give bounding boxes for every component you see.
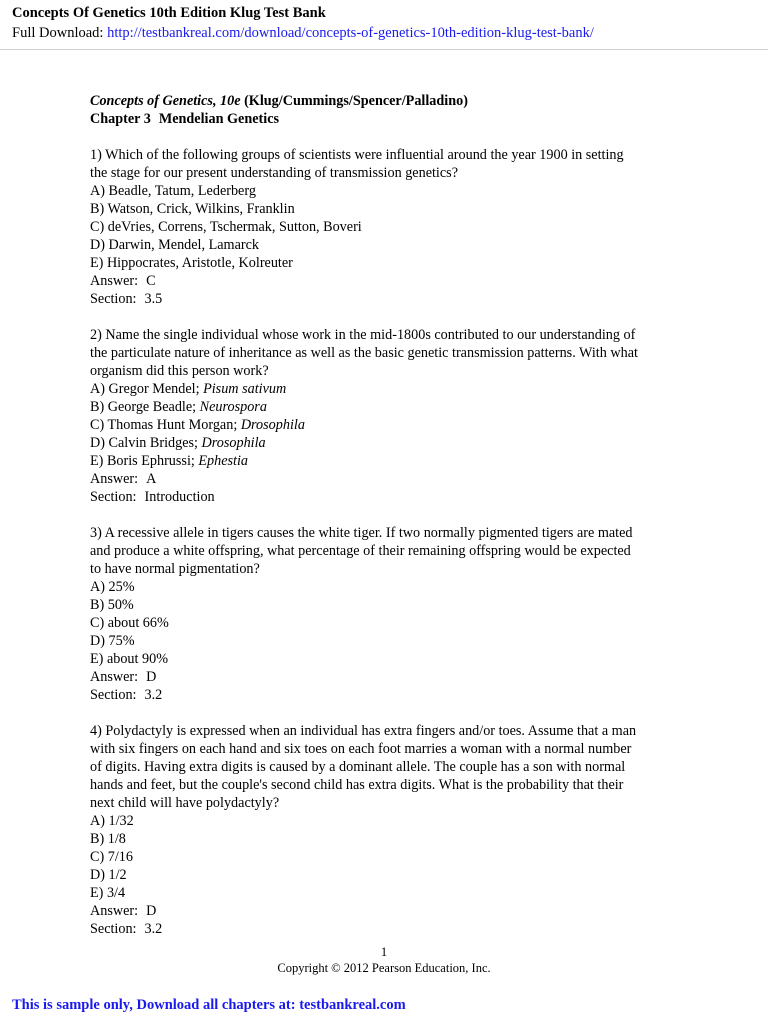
full-download-link[interactable]: http://testbankreal.com/download/concepts-of-genetics-10th-edition-klug-test-bank/ [107, 25, 594, 41]
question-block [90, 326, 690, 506]
section-label: Section: [90, 921, 137, 937]
answer-label: Answer: [90, 471, 139, 487]
answer-option-text: D) Calvin Bridges; [90, 435, 202, 451]
book-title: Concepts of Genetics, 10e [90, 93, 241, 109]
answer-option-text: E) Boris Ephrussi; [90, 453, 199, 469]
answer-value: A [146, 471, 157, 487]
answer-option [90, 434, 690, 452]
sample-download-note[interactable]: This is sample only, Download all chapters at: testbankreal.com [12, 997, 406, 1013]
question-list [90, 146, 690, 938]
answer-option-organism: Drosophila [240, 417, 305, 433]
question-block [90, 722, 690, 938]
answer-line [90, 902, 690, 920]
answer-option-text: B) 1/8 [90, 831, 126, 847]
answer-option [90, 182, 690, 200]
chapter-number: Chapter 3 [90, 111, 151, 127]
section-label: Section: [90, 687, 137, 703]
answer-option [90, 254, 690, 272]
answer-line [90, 272, 690, 290]
question-text-line: with six fingers on each hand and six toes on each foot marries a woman with a normal number [90, 741, 632, 757]
section-line [90, 686, 690, 704]
section-label: Section: [90, 489, 137, 505]
section-label: Section: [90, 291, 137, 307]
answer-option-text: C) 7/16 [90, 849, 133, 865]
full-download-line [12, 24, 594, 42]
section-value: Introduction [144, 489, 215, 505]
answer-option-text: B) Watson, Crick, Wilkins, Franklin [90, 201, 295, 217]
answer-option-text: D) 75% [90, 633, 135, 649]
answer-label: Answer: [90, 669, 139, 685]
section-line [90, 920, 690, 938]
answer-option [90, 650, 690, 668]
copyright-notice: Copyright © 2012 Pearson Education, Inc. [277, 961, 491, 975]
answer-option [90, 416, 690, 434]
answer-option-organism: Pisum sativum [203, 381, 287, 397]
section-value: 3.2 [144, 921, 163, 937]
answer-option [90, 866, 690, 884]
question-text-line: 4) Polydactyly is expressed when an individual has extra fingers and/or toes. Assume that a man [90, 723, 637, 739]
question-text-line: hands and feet, but the couple's second child has extra digits. What is the probability that their [90, 777, 624, 793]
answer-option [90, 614, 690, 632]
answer-option-text: E) about 90% [90, 651, 169, 667]
answer-label: Answer: [90, 903, 139, 919]
answer-option [90, 236, 690, 254]
question-text-line: to have normal pigmentation? [90, 561, 260, 577]
answer-option-text: E) Hippocrates, Aristotle, Kolreuter [90, 255, 293, 271]
chapter-name: Mendelian Genetics [158, 111, 280, 127]
question-text-line: 1) Which of the following groups of scientists were influential around the year 1900 in setting [90, 147, 624, 163]
answer-option [90, 830, 690, 848]
answer-line [90, 470, 690, 488]
answer-option-text: C) Thomas Hunt Morgan; [90, 417, 241, 433]
answer-option-text: A) Beadle, Tatum, Lederberg [90, 183, 256, 199]
answer-line [90, 668, 690, 686]
answer-option-text: C) deVries, Correns, Tschermak, Sutton, Boveri [90, 219, 362, 235]
answer-option [90, 596, 690, 614]
section-value: 3.5 [144, 291, 163, 307]
question-block [90, 524, 690, 704]
question-text-line: organism did this person work? [90, 363, 269, 379]
document-header-title: Concepts Of Genetics 10th Edition Klug Test Bank [12, 5, 326, 21]
answer-option-text: D) Darwin, Mendel, Lamarck [90, 237, 260, 253]
answer-option-text: A) Gregor Mendel; [90, 381, 204, 397]
page-content [90, 92, 690, 938]
answer-option [90, 452, 690, 470]
question-text-line: 2) Name the single individual whose work in the mid-1800s contributed to our understanding of [90, 327, 636, 343]
answer-option [90, 398, 690, 416]
chapter-heading [90, 110, 690, 128]
book-authors: (Klug/Cummings/Spencer/Palladino) [244, 93, 468, 109]
answer-option-text: A) 1/32 [90, 813, 134, 829]
answer-option-organism: Drosophila [201, 435, 266, 451]
answer-option [90, 812, 690, 830]
section-line [90, 290, 690, 308]
question-text-line: 3) A recessive allele in tigers causes the white tiger. If two normally pigmented tigers are mated [90, 525, 633, 541]
answer-option [90, 884, 690, 902]
question-text-line: next child will have polydactyly? [90, 795, 280, 811]
answer-option [90, 632, 690, 650]
answer-option-text: E) 3/4 [90, 885, 126, 901]
page-number: 1 [380, 945, 388, 959]
answer-option [90, 380, 690, 398]
answer-value: C [146, 273, 156, 289]
question-text-line: of digits. Having extra digits is caused by a dominant allele. The couple has a son with normal [90, 759, 626, 775]
answer-option [90, 218, 690, 236]
question-text-line: the stage for our present understanding of transmission genetics? [90, 165, 458, 181]
full-download-label: Full Download: [12, 25, 108, 41]
answer-option-text: A) 25% [90, 579, 135, 595]
answer-option-organism: Neurospora [199, 399, 267, 415]
answer-value: D [146, 669, 157, 685]
question-block [90, 146, 690, 308]
answer-value: D [146, 903, 157, 919]
answer-option-text: B) 50% [90, 597, 134, 613]
header-divider [0, 49, 768, 50]
answer-option [90, 848, 690, 866]
book-title-line [90, 92, 690, 110]
answer-option-text: D) 1/2 [90, 867, 127, 883]
answer-label: Answer: [90, 273, 139, 289]
question-text-line: and produce a white offspring, what percentage of their remaining offspring would be expected [90, 543, 631, 559]
section-line [90, 488, 690, 506]
answer-option-text: C) about 66% [90, 615, 169, 631]
section-value: 3.2 [144, 687, 163, 703]
answer-option [90, 200, 690, 218]
question-text-line: the particulate nature of inheritance as well as the basic genetic transmission patterns. With what [90, 345, 638, 361]
answer-option [90, 578, 690, 596]
answer-option-text: B) George Beadle; [90, 399, 200, 415]
answer-option-organism: Ephestia [198, 453, 249, 469]
